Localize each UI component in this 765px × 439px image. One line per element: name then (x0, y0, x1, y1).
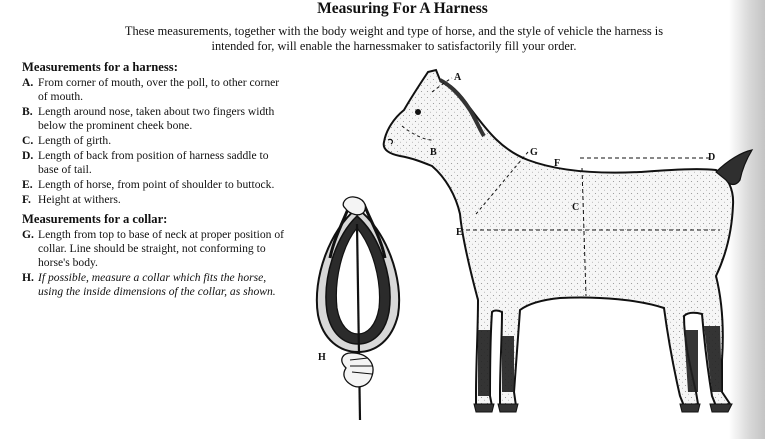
item-text: Length around nose, taken about two fingers width below the prominent cheek bone. (38, 105, 275, 132)
label-h: H (318, 352, 326, 363)
item-text: If possible, measure a collar which fits the horse, using the inside dimensions of the collar, as shown. (38, 271, 276, 298)
page-title: Measuring For A Harness (317, 0, 488, 17)
label-e: E (456, 227, 463, 238)
item-text: Length of back from position of harness saddle to base of tail. (38, 149, 269, 176)
label-a: A (454, 72, 462, 83)
item-text: Length of girth. (38, 134, 112, 147)
label-b: B (430, 147, 437, 158)
horse-eye (415, 109, 421, 115)
item-key: H. (22, 271, 34, 284)
label-g: G (530, 147, 538, 158)
item-text: Height at withers. (38, 193, 121, 206)
item-key: D. (22, 149, 34, 162)
collar-drawing (317, 197, 399, 420)
item-text: Length of horse, from point of shoulder to buttock. (38, 178, 275, 191)
horse-body (384, 70, 733, 406)
item-key: A. (22, 76, 34, 89)
horse-hooves (474, 404, 732, 412)
item-text: From corner of mouth, over the poll, to other corner of mouth. (38, 76, 280, 103)
intro-paragraph: These measurements, together with the body weight and type of horse, and the style of vehicle the harness is intended for, will enable the harnessmaker to satisfactorily fill your order. (124, 24, 664, 53)
item-key: G. (22, 228, 34, 241)
label-d: D (708, 152, 716, 163)
label-c: C (572, 202, 580, 213)
collar-heading: Measurements for a collar: (22, 212, 168, 226)
item-key: B. (22, 105, 33, 118)
label-f: F (554, 158, 561, 169)
item-key: C. (22, 134, 34, 147)
hand-bottom-icon (342, 353, 373, 387)
harness-heading: Measurements for a harness: (22, 60, 178, 74)
item-text: Length from top to base of neck at proper position of collar. Line should be straight, not conforming to horse's body. (38, 228, 284, 269)
horse-drawing (384, 70, 752, 412)
item-key: E. (22, 178, 33, 191)
item-key: F. (22, 193, 31, 206)
